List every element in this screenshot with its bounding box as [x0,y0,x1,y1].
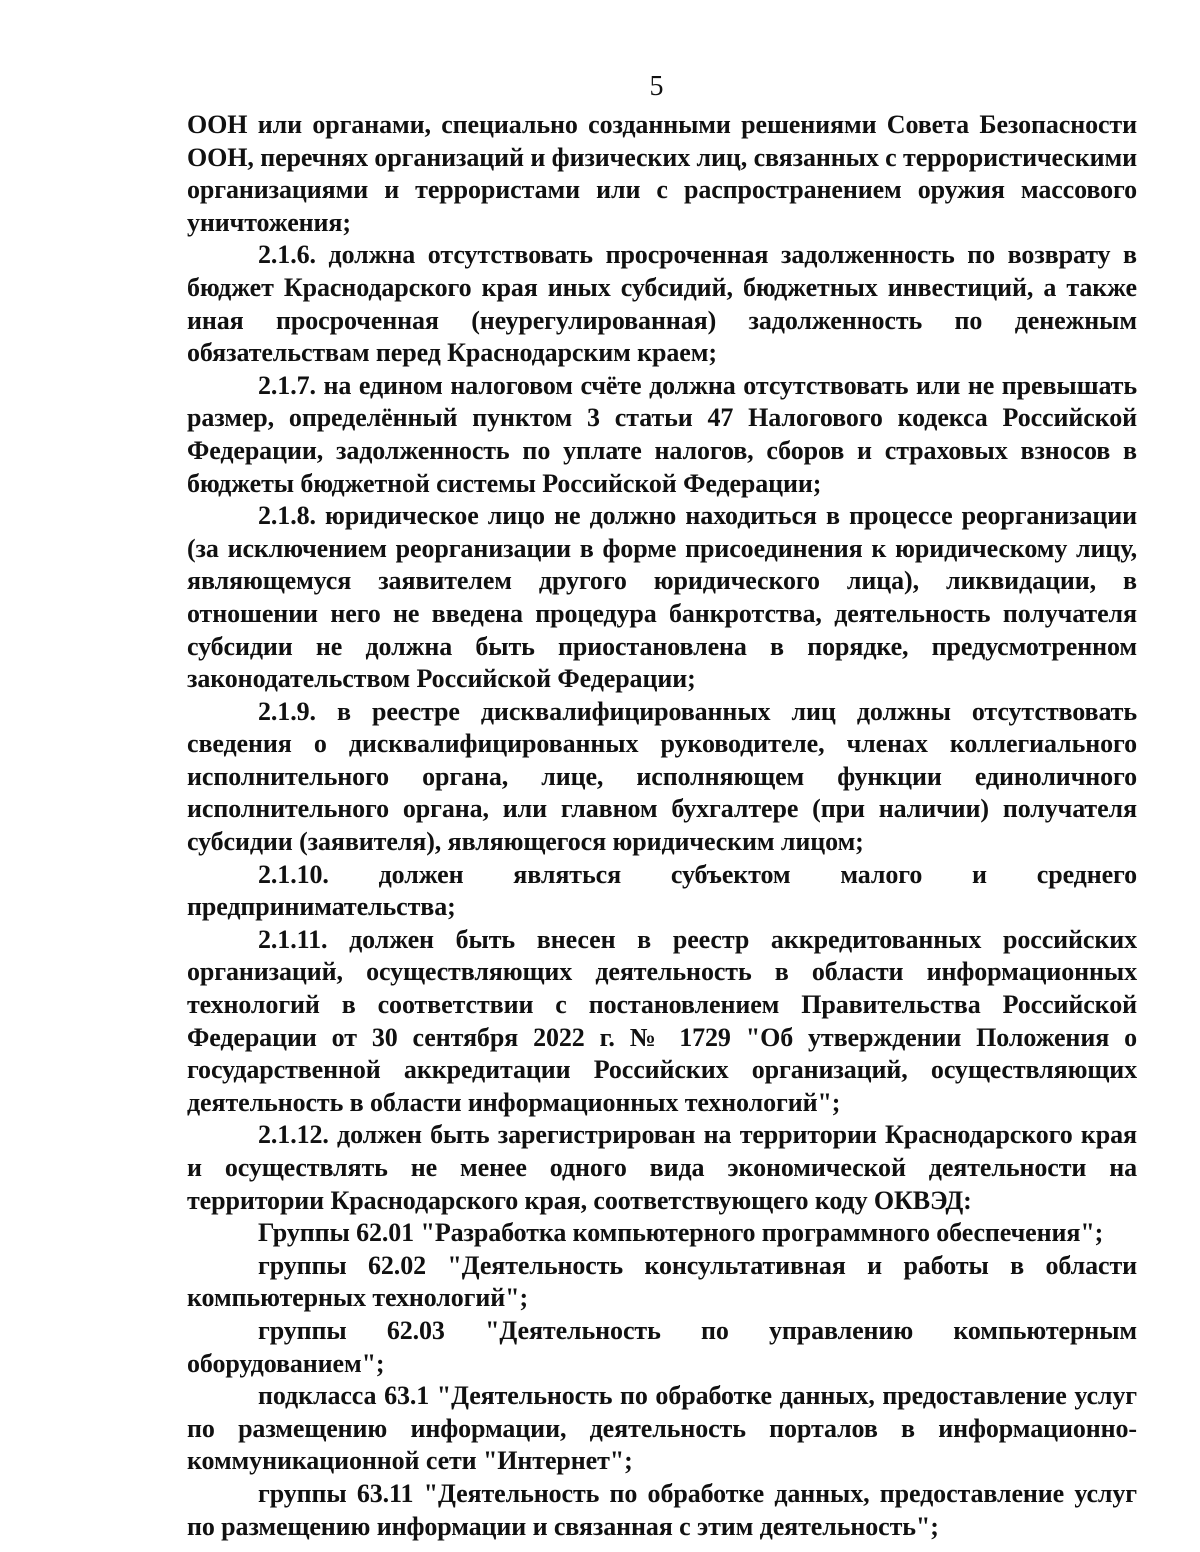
paragraph-2-1-10: 2.1.10. должен являться субъектом малого и среднего предпринимательства; [187,859,1137,922]
paragraph-oon-lists: ООН или органами, специально созданными решениями Совета Безопасности ООН, перечнях организаций и физических лиц, связанных с террористическими организациями и террористами или с распространением оружия массового уничтожения; [187,110,1137,237]
okved-group-62-03: группы 62.03 "Деятельность по управлению компьютерным оборудованием"; [187,1315,1137,1378]
document-body [187,109,1137,1543]
paragraph-2-1-8: 2.1.8. юридическое лицо не должно находиться в процессе реорганизации (за исключением реорганизации в форме присоединения к юридическому лицу, являющемуся заявителем другого юридического лица), ликвидации, в отношении него не введена процедура банкротства, деятельность получателя субсидии не должна быть приостановлена в порядке, предусмотренном законодательством Российской Федерации; [187,501,1137,694]
page-number: 5 [649,71,664,102]
okved-subclass-63-1: подкласса 63.1 "Деятельность по обработке данных, предоставление услуг по размещению информации, деятельность порталов в информационно-коммуникационной сети "Интернет"; [187,1381,1137,1476]
okved-group-62-02: группы 62.02 "Деятельность консультативная и работы в области компьютерных технологий"; [187,1250,1137,1313]
paragraph-2-1-9: 2.1.9. в реестре дисквалифицированных лиц должны отсутствовать сведения о дисквалифицированных руководителе, членах коллегиального исполнительного органа, лице, исполняющем функции единоличного исполнительного органа, или главном бухгалтере (при наличии) получателя субсидии (заявителя), являющегося юридическим лицом; [187,696,1137,857]
paragraph-2-1-12: 2.1.12. должен быть зарегистрирован на территории Краснодарского края и осуществлять не менее одного вида экономической деятельности на территории Краснодарского края, соответствующего коду ОКВЭД: [187,1120,1137,1215]
paragraph-2-1-11: 2.1.11. должен быть внесен в реестр аккредитованных российских организаций, осуществляющих деятельность в области информационных технологий в соответствии с постановлением Правительства Российской Федерации от 30 сентября 2022 г. № 1729 "Об утверждении Положения о государственной аккредитации Российских организаций, осуществляющих деятельность в области информационных технологий"; [187,924,1137,1117]
okved-group-63-11: группы 63.11 "Деятельность по обработке данных, предоставление услуг по размещению информации и связанная с этим деятельность"; [187,1478,1137,1541]
paragraph-2-1-7: 2.1.7. на едином налоговом счёте должна отсутствовать или не превышать размер, определённый пунктом 3 статьи 47 Налогового кодекса Российской Федерации, задолженность по уплате налогов, сборов и страховых взносов в бюджеты бюджетной системы Российской Федерации; [187,370,1137,498]
okved-group-62-01: Группы 62.01 "Разработка компьютерного программного обеспечения"; [258,1218,1104,1248]
paragraph-2-1-6: 2.1.6. должна отсутствовать просроченная задолженность по возврату в бюджет Краснодарского края иных субсидий, бюджетных инвестиций, а также иная просроченная (неурегулированная) задолженность по денежным обязательствам перед Краснодарским краем; [187,240,1137,368]
